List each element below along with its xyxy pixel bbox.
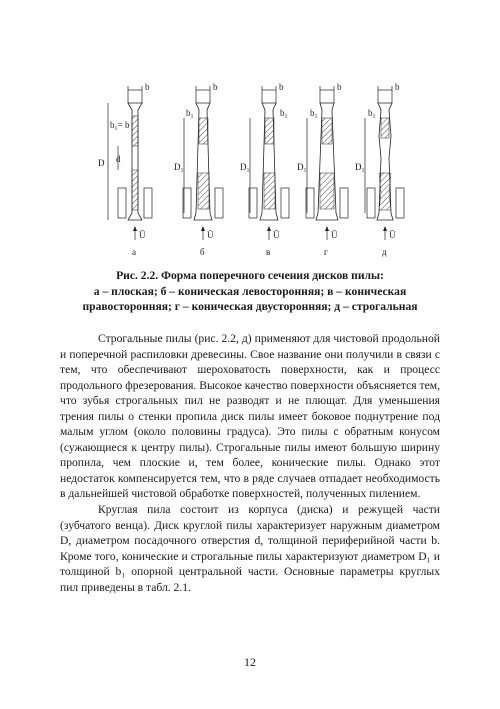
page-number: 12 (244, 655, 256, 669)
panel-v-side-label: D₁ (240, 162, 250, 172)
panel-g (297, 82, 348, 257)
panel-g-side-label: D₁ (297, 162, 307, 172)
panel-g-b1-label: b₁ (310, 108, 318, 118)
paragraph: Строгальные пилы (рис. 2.2, д) применяют для чистовой продольной и поперечной распиловки древесины. Свое название они получили в связи с тем, что обеспечивают шероховатость поверхности, как и процесс продольного фрезерования. Высокое качество поверхности объясняется тем, что зубья строгальных пил не разводят и не плющат. Для уменьшения трения пилы о стенки пропила диск пилы имеет боковое поднутрение под малым углом (около половины градуса). Это пилы с обратным конусом (сужающиеся к центру пилы). Строгальные пилы имеют большую ширину пропила, чем плоские и, тем более, конические пилы. Однако этот недостаток компенсируется тем, что в ряде случаев отпадает необходимость в дальнейшей чистовой обработке поверхностей, полученных пилением. (60, 332, 440, 501)
panel-v (240, 82, 289, 257)
panel-d-b1-label: b₁ (368, 108, 376, 118)
figure-drawing (88, 78, 418, 258)
panel-v-letter: в (266, 247, 271, 257)
panel-b (174, 82, 223, 257)
panel-d-letter: д (382, 247, 387, 257)
panel-b-arrow-label: Ū (207, 230, 214, 240)
paragraph: Круглая пила состоит из корпуса (диска) и режущей части (зубчатого венца). Диск круглой пилы характеризует наружным диаметром D, диаметром посадочного отверстия d, толщиной периферийной части b. Кроме того, конические и строгальные пилы характеризуют диаметром D₁ и толщиной b₁ опорной центральной части. Основные параметры круглых пил приведены в табл. 2.1. (60, 503, 440, 594)
panel-a-letter: а (132, 247, 136, 257)
panel-d-top-label: b (395, 82, 400, 92)
panel-a-b1-label: b₁= b (110, 120, 130, 130)
caption-line-3: правосторонняя; г – коническая двусторонняя; д – строгальная (82, 300, 418, 313)
figure-caption (60, 268, 440, 315)
panel-d-side-label: D₁ (355, 162, 365, 172)
panel-b-top-label: b (213, 82, 218, 92)
panel-a-arrow-label: Ū (139, 230, 146, 240)
caption-line-1: Рис. 2.2. Форма поперечного сечения дисков пилы: (116, 269, 384, 282)
panel-b-b1-label: b₁ (186, 108, 194, 118)
panel-d-arrow-label: Ū (389, 230, 396, 240)
panel-v-arrow-label: Ū (273, 230, 280, 240)
panel-b-side-label: D₁ (174, 162, 184, 172)
panel-b-letter: б (200, 247, 205, 257)
panel-v-b1-label: b₁ (280, 108, 288, 118)
panel-a-d-label: d (116, 154, 121, 164)
body-text (60, 331, 440, 595)
panel-a-top-label: b (145, 82, 150, 92)
panel-a-side-label: D (98, 158, 105, 168)
panel-g-arrow-label: Ū (331, 230, 338, 240)
panel-g-letter: г (324, 247, 328, 257)
saw-cross-section-figure (88, 78, 418, 258)
panel-v-top-label: b (279, 82, 284, 92)
caption-line-2: а – плоская; б – коническая левосторонняя; в – коническая (93, 284, 407, 298)
panel-d (355, 82, 404, 257)
panel-a (98, 82, 152, 257)
panel-g-top-label: b (337, 82, 342, 92)
